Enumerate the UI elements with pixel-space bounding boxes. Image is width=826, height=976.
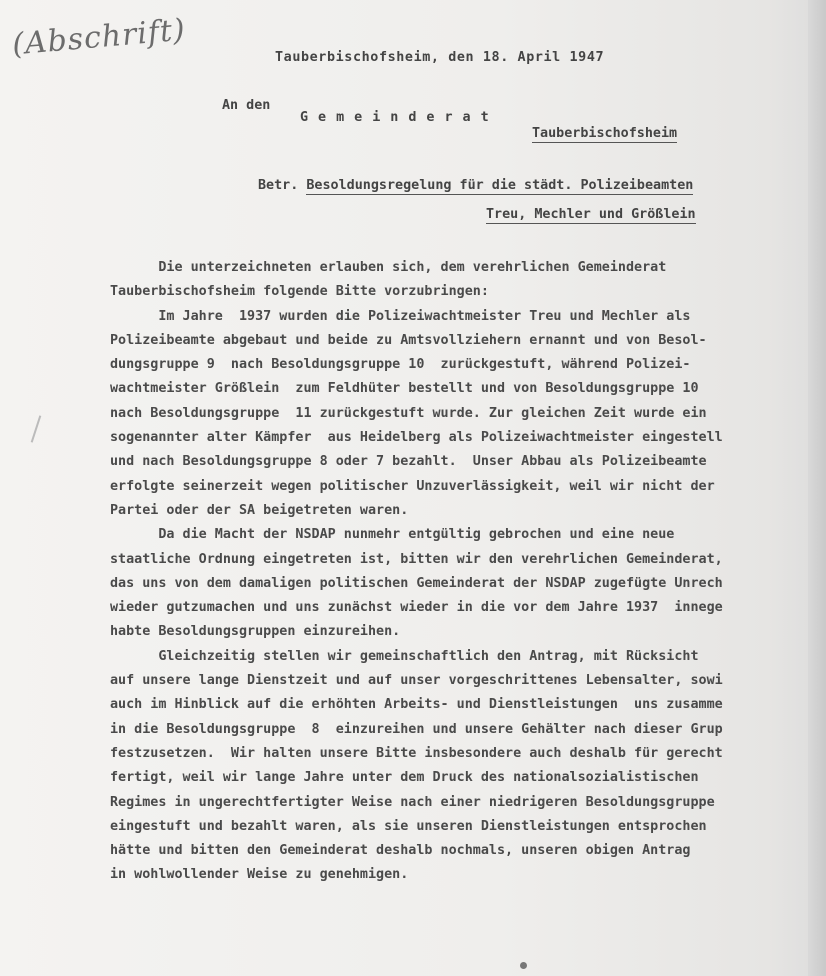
- body-line: und nach Besoldungsgruppe 8 oder 7 bezahlt. Unser Abbau als Polizeibeamte: [110, 454, 707, 470]
- handwritten-annotation: (Abschrift): [10, 12, 188, 63]
- recipient: Gemeinderat: [300, 110, 499, 125]
- body-line: dungsgruppe 9 nach Besoldungsgruppe 10 zurückgestuft, während Polizei-: [110, 357, 691, 373]
- date-line: Tauberbischofsheim, den 18. April 1947: [275, 50, 605, 65]
- body-line: Im Jahre 1937 wurden die Polizeiwachtmeister Treu und Mechler als: [110, 308, 691, 324]
- addressee-prefix: An den: [222, 98, 271, 113]
- scan-dot: [520, 962, 527, 969]
- body-line: in die Besoldungsgruppe 8 einzureihen und unsere Gehälter nach dieser Grup: [110, 721, 723, 737]
- body-line: Die unterzeichneten erlauben sich, dem verehrlichen Gemeinderat: [110, 260, 667, 275]
- subject-line-2: Treu, Mechler und Größlein: [486, 207, 696, 222]
- recipient-place: Tauberbischofsheim: [532, 126, 678, 141]
- body-line: eingestuft und bezahlt waren, als sie unseren Dienstleistungen entsprochen: [110, 818, 707, 834]
- body-line: Partei oder der SA beigetreten waren.: [110, 502, 409, 518]
- body-line: Da die Macht der NSDAP nunmehr entgültig gebrochen und eine neue: [110, 527, 675, 543]
- body-line: Gleichzeitig stellen wir gemeinschaftlich den Antrag, mit Rücksicht: [110, 648, 699, 664]
- scan-mark: [31, 415, 42, 442]
- body-line: das uns von dem damaligen politischen Gemeinderat der NSDAP zugefügte Unrech: [110, 575, 723, 591]
- body-line: Tauberbischofsheim folgende Bitte vorzubringen:: [110, 284, 489, 300]
- body-line: wieder gutzumachen und uns zunächst wieder in die vor dem Jahre 1937 innege: [110, 600, 723, 616]
- body-line: hätte und bitten den Gemeinderat deshalb nochmals, unseren obigen Antrag: [110, 843, 691, 859]
- body-line: staatliche Ordnung eingetreten ist, bitten wir den verehrlichen Gemeinderat,: [110, 551, 723, 567]
- subject-line-1: [258, 178, 693, 193]
- body-line: wachtmeister Größlein zum Feldhüter bestellt und von Besoldungsgruppe 10: [110, 381, 699, 397]
- subject-text: Besoldungsregelung für die städt. Polizeibeamten: [306, 178, 694, 193]
- body-line: habte Besoldungsgruppen einzureihen.: [110, 624, 401, 640]
- body-line: Polizeibeamte abgebaut und beide zu Amtsvollziehern ernannt und von Besol-: [110, 332, 707, 348]
- body-line: sogenannter alter Kämpfer aus Heidelberg als Polizeiwachtmeister eingestell: [110, 430, 723, 446]
- body-line: fertigt, weil wir lange Jahre unter dem Druck des nationalsozialistischen: [110, 770, 699, 786]
- body-line: nach Besoldungsgruppe 11 zurückgestuft wurde. Zur gleichen Zeit wurde ein: [110, 405, 707, 421]
- body-line: erfolgte seinerzeit wegen politischer Unzuverlässigkeit, weil wir nicht der: [110, 478, 715, 494]
- body-line: festzusetzen. Wir halten unsere Bitte insbesondere auch deshalb für gerecht: [110, 745, 723, 761]
- body-line: auch im Hinblick auf die erhöhten Arbeits- und Dienstleistungen uns zusamme: [110, 697, 723, 713]
- scan-edge: [808, 0, 826, 976]
- body-line: auf unsere lange Dienstzeit und auf unser vorgeschrittenes Lebensalter, sowi: [110, 673, 723, 689]
- subject-prefix: Betr.: [258, 178, 299, 193]
- body-line: Regimes in ungerechtfertigter Weise nach einer niedrigeren Besoldungsgruppe: [110, 794, 715, 810]
- letter-body: [110, 256, 800, 888]
- body-line: in wohlwollender Weise zu genehmigen.: [110, 867, 409, 883]
